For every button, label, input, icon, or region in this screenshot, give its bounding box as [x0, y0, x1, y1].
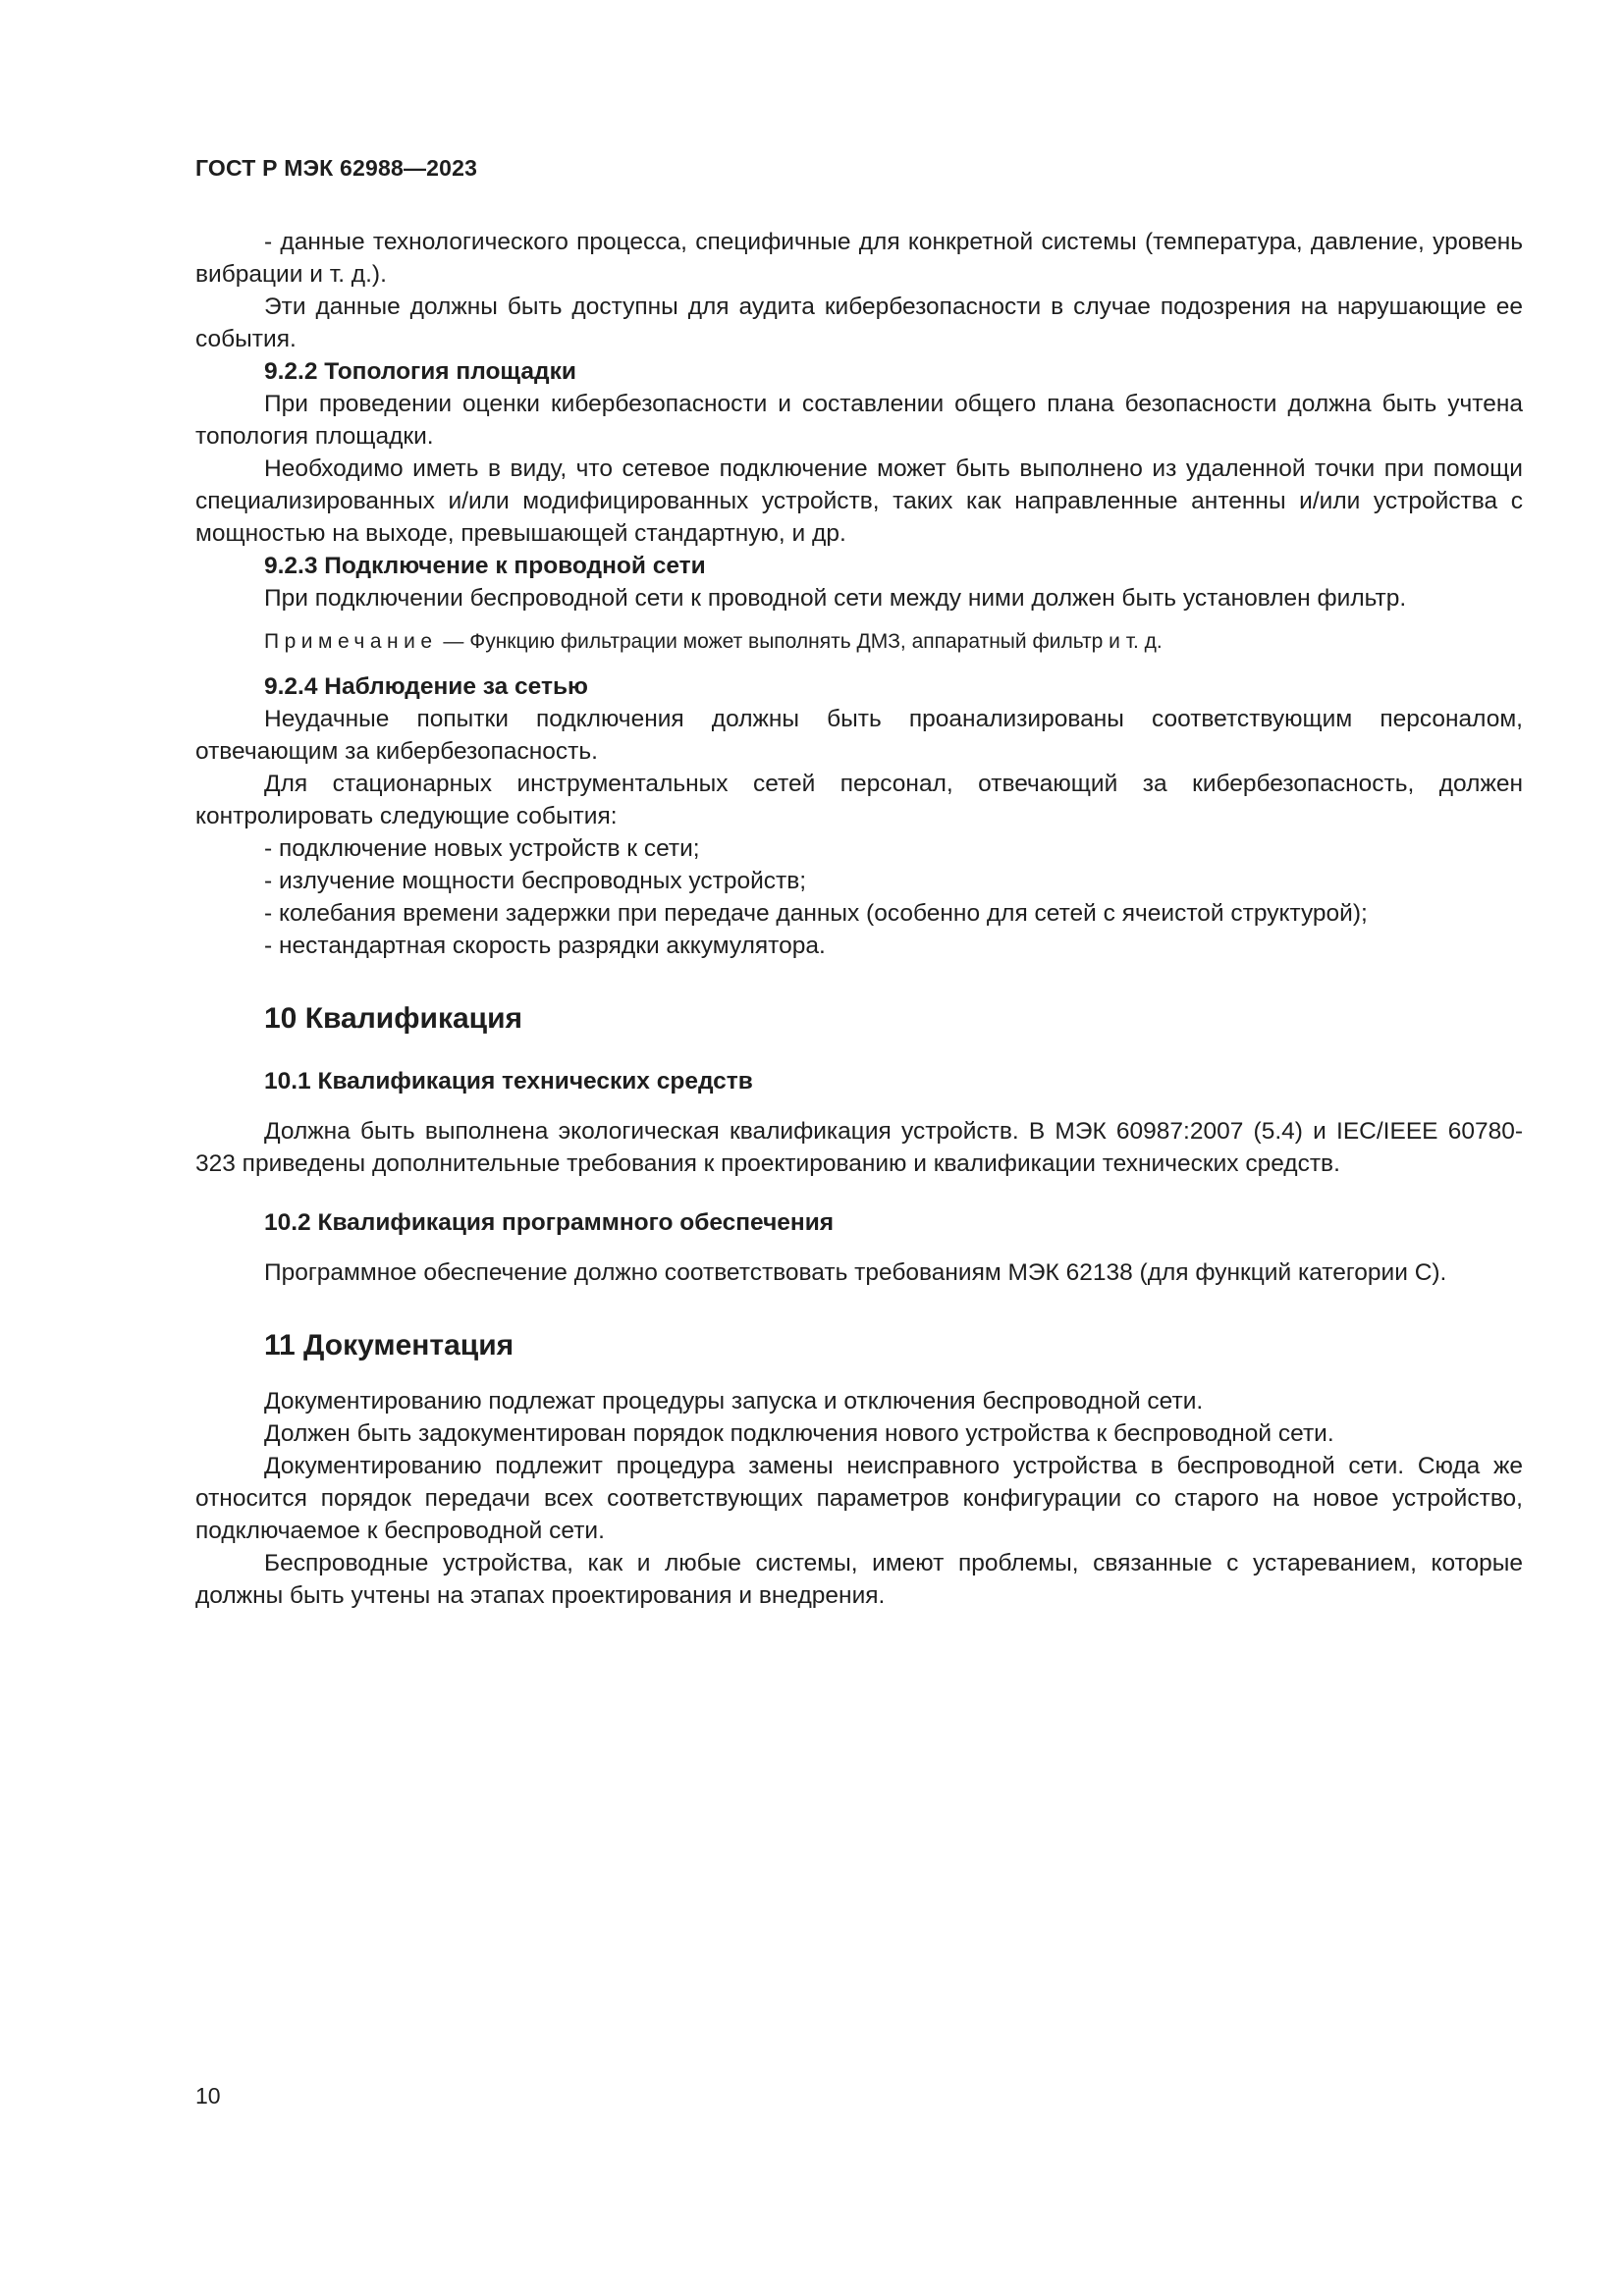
heading-9-2-2: 9.2.2 Топология площадки: [264, 358, 576, 385]
paragraph-monitor-events: Для стационарных инструментальных сетей персонал, отвечающий за кибербезопасность, должен контролировать следующие события:: [195, 771, 1523, 829]
paragraph-connection-order: Должен быть задокументирован порядок подключения нового устройства к беспроводной сети.: [264, 1420, 1334, 1447]
paragraph-remote-connection: Необходимо иметь в виду, что сетевое подключение может быть выполнено из удаленной точки при помощи специализированных и/или модифицированных устройств, таких как направленные антенны и/или устройства с мощностью на выходе, превышающей стандартную, и др.: [195, 455, 1523, 547]
list-item: - излучение мощности беспроводных устройств;: [264, 868, 807, 894]
note-text: — Функцию фильтрации может выполнять ДМЗ, аппаратный фильтр и т. д.: [437, 630, 1163, 653]
section-11-title: 11 Документация: [264, 1329, 514, 1362]
list-item: - подключение новых устройств к сети;: [264, 835, 700, 862]
page-body: [195, 226, 1523, 1612]
standard-header: ГОСТ Р МЭК 62988—2023: [195, 155, 478, 181]
heading-9-2-3: 9.2.3 Подключение к проводной сети: [264, 553, 706, 579]
paragraph-site-topology: При проведении оценки кибербезопасности и составлении общего плана безопасности должна быть учтена топология площадки.: [195, 391, 1523, 450]
paragraph-hardware-qualification: Должна быть выполнена экологическая квалификация устройств. В МЭК 60987:2007 (5.4) и IEC/IEEE 60780-323 приведены дополнительные требования к проектированию и квалификации технических средств.: [195, 1118, 1523, 1177]
paragraph-process-data: - данные технологического процесса, специфичные для конкретной системы (температура, давление, уровень вибрации и т. д.).: [195, 229, 1523, 288]
paragraph-obsolescence: Беспроводные устройства, как и любые системы, имеют проблемы, связанные с устареванием, которые должны быть учтены на этапах проектирования и внедрения.: [195, 1550, 1523, 1609]
section-10-title: 10 Квалификация: [264, 1002, 523, 1035]
page-number: 10: [195, 2083, 221, 2109]
paragraph-audit-availability: Эти данные должны быть доступны для аудита кибербезопасности в случае подозрения на нарушающие ее события.: [195, 294, 1523, 352]
note-label: Примечание: [264, 630, 438, 653]
paragraph-wired-filter: При подключении беспроводной сети к проводной сети между ними должен быть установлен фильтр.: [264, 585, 1407, 612]
paragraph-failed-attempts: Неудачные попытки подключения должны быть проанализированы соответствующим персоналом, отвечающим за кибербезопасность.: [195, 706, 1523, 765]
paragraph-software-qualification: Программное обеспечение должно соответствовать требованиям МЭК 62138 (для функций категории С).: [264, 1259, 1447, 1286]
paragraph-device-replacement: Документированию подлежит процедура замены неисправного устройства в беспроводной сети. Сюда же относится порядок передачи всех соответствующих параметров конфигурации со старого на новое устройство, подключаемое к беспроводной сети.: [195, 1453, 1523, 1544]
note: [195, 627, 1523, 657]
section-spacer: [195, 1365, 1523, 1385]
heading-9-2-4: 9.2.4 Наблюдение за сетью: [264, 673, 588, 700]
subsection-10-1-title: 10.1 Квалификация технических средств: [264, 1068, 753, 1095]
list-item: - колебания времени задержки при передаче данных (особенно для сетей с ячеистой структурой);: [264, 900, 1368, 927]
subsection-10-2-title: 10.2 Квалификация программного обеспечения: [264, 1209, 835, 1236]
list-item: - нестандартная скорость разрядки аккумулятора.: [264, 933, 826, 959]
paragraph-start-stop-procedures: Документированию подлежат процедуры запуска и отключения беспроводной сети.: [264, 1388, 1204, 1415]
